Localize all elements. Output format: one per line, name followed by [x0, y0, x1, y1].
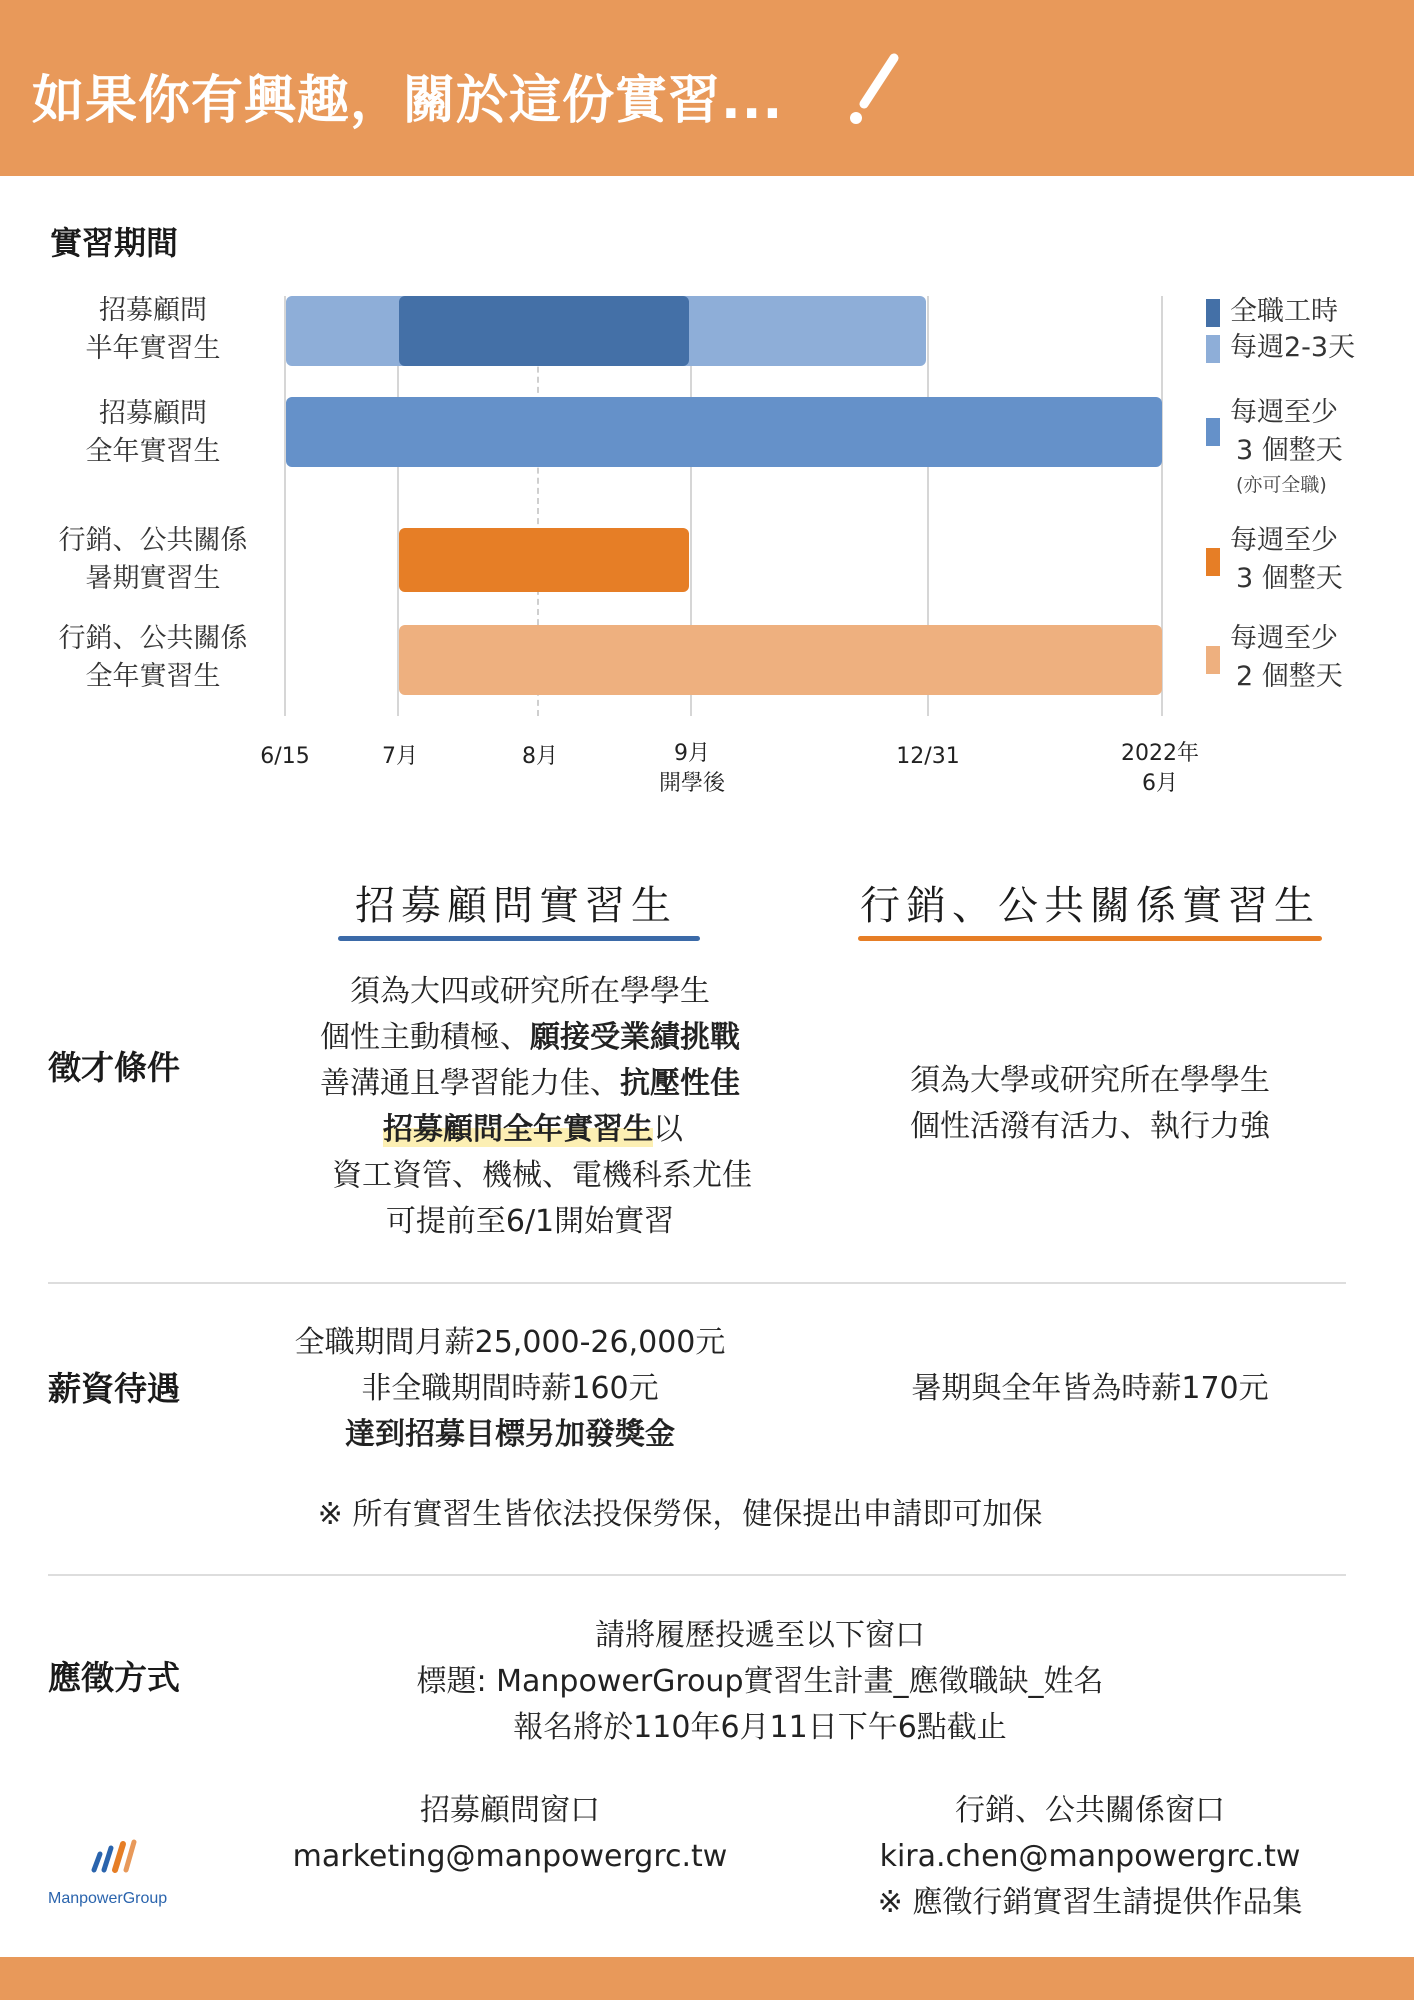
- legend-swatch-marketing-full-year: [1206, 646, 1220, 674]
- tick-label: 7月: [382, 744, 418, 769]
- row-label-recruit-full-year: 招募顧問 全年實習生: [85, 398, 221, 467]
- row-label-recruit-half-year: 招募顧問 半年實習生: [85, 295, 221, 364]
- column-title-recruit: 招募顧問實習生: [355, 883, 677, 929]
- exclamation-icon: [842, 52, 902, 126]
- bar-recruit-half-year-full-time: [399, 296, 689, 366]
- marketing-contact-email[interactable]: kira.chen@manpowergrc.tw: [879, 1839, 1301, 1874]
- page-title: 如果你有興趣，關於這份實習...: [32, 71, 784, 131]
- bar-marketing-summer: [399, 528, 689, 592]
- bar-recruit-full-year: [286, 397, 1162, 467]
- recruit-contact-email[interactable]: marketing@manpowergrc.tw: [292, 1839, 728, 1874]
- tick-label: 2022年 6月: [1121, 741, 1199, 796]
- apply-instructions: 請將履歷投遞至以下窗口 標題: ManpowerGroup實習生計畫_應徵職缺_姓名 報名將於110年6月11日下午6點截止: [416, 1618, 1104, 1745]
- tick-label: 6/15: [260, 744, 310, 769]
- requirements-label: 徵才條件: [48, 1048, 180, 1087]
- legend-label: 每週至少 3 個整天: [1230, 397, 1343, 466]
- legend-label: 全職工時: [1230, 296, 1338, 327]
- tick-label: 9月 開學後: [658, 741, 725, 796]
- requirements-marketing: 須為大學或研究所在學學生 個性活潑有活力、執行力強: [910, 1063, 1270, 1144]
- schedule-title: 實習期間: [50, 224, 179, 262]
- legend-label: 每週2-3天: [1230, 332, 1356, 363]
- manpowergroup-logo-icon: [86, 1836, 138, 1876]
- marketing-contact: 行銷、公共關係窗口 kira.chen@manpowergrc.tw ※ 應徵行銷實習生請提供作品集: [810, 1788, 1370, 1926]
- footer-band: [0, 1957, 1414, 2000]
- legend-label: 每週至少 2 個整天: [1230, 623, 1343, 692]
- column-title-marketing: 行銷、公共關係實習生: [860, 883, 1320, 929]
- salary-label: 薪資待遇: [48, 1369, 180, 1408]
- tick-label: 12/31: [896, 744, 960, 769]
- row-label-marketing-summer: 行銷、公共關係 暑期實習生: [58, 525, 248, 594]
- legend-note: (亦可全職): [1236, 474, 1327, 496]
- salary-recruit: 全職期間月薪25,000-26,000元 非全職期間時薪160元 達到招募目標另加發獎金: [294, 1325, 726, 1452]
- highlight-recruit-full-year: 招募顧問全年實習生: [383, 1112, 653, 1147]
- logo-text: ManpowerGroup: [48, 1890, 168, 1907]
- legend-swatch-part-time: [1206, 335, 1220, 363]
- tick-label: 8月: [522, 744, 558, 769]
- legend-swatch-marketing-summer: [1206, 548, 1220, 576]
- insurance-note: ※ 所有實習生皆依法投保勞保，健保提出申請即可加保: [317, 1497, 1043, 1532]
- bar-marketing-full-year: [399, 625, 1162, 695]
- row-label-marketing-full-year: 行銷、公共關係 全年實習生: [58, 623, 248, 692]
- column-underline-marketing: [858, 936, 1322, 941]
- column-underline-recruit: [338, 936, 700, 941]
- apply-label: 應徵方式: [48, 1658, 180, 1697]
- divider: [48, 1282, 1346, 1284]
- salary-marketing: 暑期與全年皆為時薪170元: [911, 1371, 1269, 1406]
- requirements-recruit: 須為大四或研究所在學學生 個性主動積極、願接受業績挑戰 善溝通且學習能力佳、抗壓性佳 招募顧問全年實習生以 資工資管、機械、電機科系尤佳 可提前至6/1開始實習: [320, 974, 752, 1239]
- legend-swatch-full-time: [1206, 299, 1220, 327]
- divider: [48, 1574, 1346, 1576]
- legend-label: 每週至少 3 個整天: [1230, 525, 1343, 594]
- recruit-contact: 招募顧問窗口 marketing@manpowergrc.tw: [220, 1788, 800, 1880]
- legend-swatch-recruit-full-year: [1206, 418, 1220, 446]
